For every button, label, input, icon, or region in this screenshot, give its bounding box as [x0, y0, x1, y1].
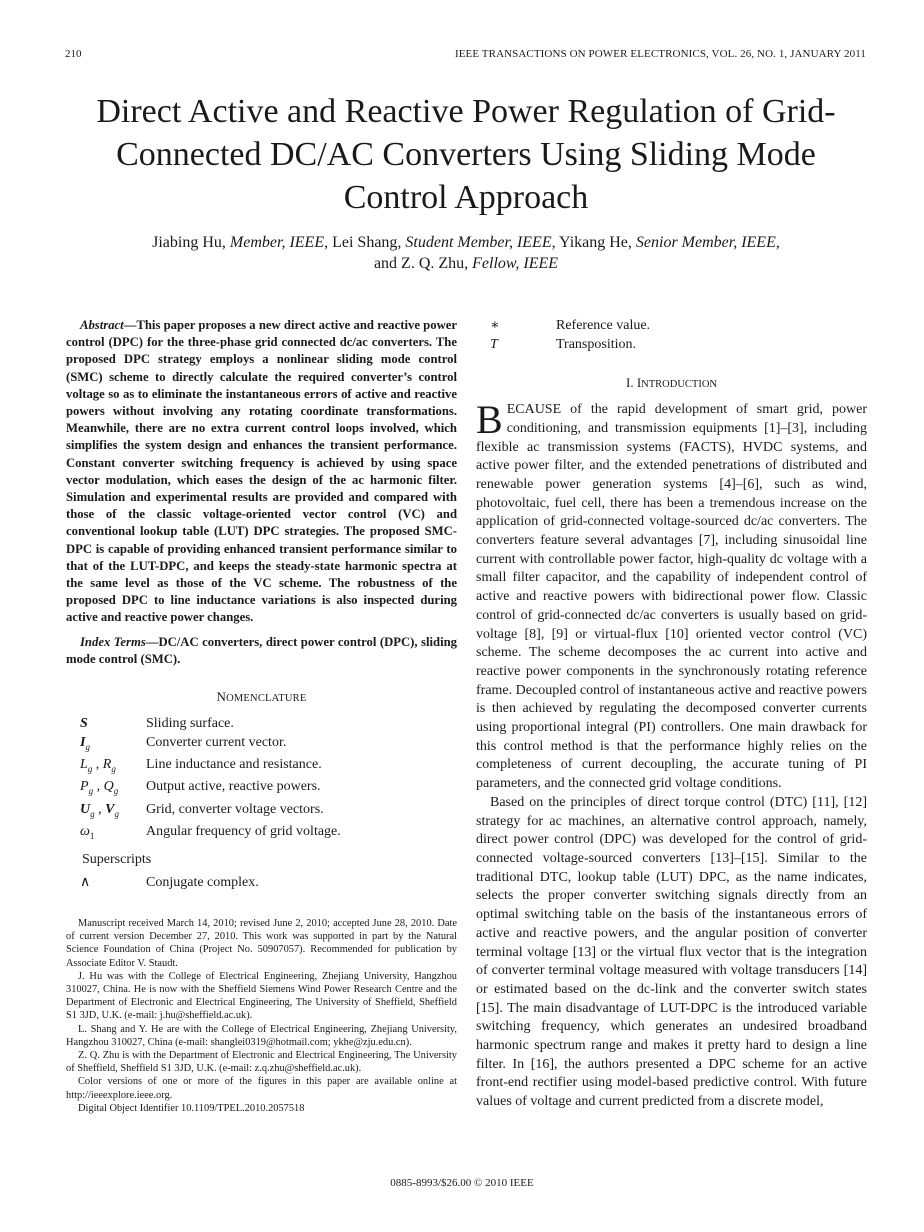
author-name: Jiabing Hu: [152, 234, 222, 251]
superscripts-heading: Superscripts: [82, 852, 152, 868]
footnote: L. Shang and Y. He are with the College of Electrical Engineering, Zhejiang University, Hangzhou 310027, China (e-mail: shanglei0319@hotmail.com; ykhe@zju.edu.cn).: [66, 1023, 457, 1048]
index-terms-text: —DC/AC converters, direct power control (DPC), sliding mode control (SMC).: [66, 634, 458, 666]
footnote: J. Hu was with the College of Electrical Engineering, Zhejiang University, Hangzhou 310027, China. He is now with the Sheffield Siemens Wind Power Research Centre and the Department of Electronic and Electrical Engineering, The University of Sheffield, Sheffield S1 3JD, U.K. (e-mail: j.hu@sheffield.ac.uk).: [66, 970, 457, 1022]
abstract: [66, 317, 457, 627]
superscript-item: ∧ Conjugate complex.: [80, 875, 259, 891]
index-terms: [66, 634, 457, 668]
journal-header: IEEE TRANSACTIONS ON POWER ELECTRONICS, VOL. 26, NO. 1, JANUARY 2011: [454, 48, 866, 60]
index-terms-label: Index Terms: [80, 634, 146, 649]
nomenclature-item: $\omega_1$ Angular frequency of grid voltage.: [80, 823, 341, 841]
left-column: [66, 317, 457, 893]
drop-cap: B: [476, 397, 503, 443]
right-column: [476, 317, 867, 1112]
nomenclature-heading: NOMENCLATURE: [216, 689, 307, 705]
author-name: and Z. Q. Zhu: [373, 255, 465, 272]
nomenclature-item: $L_g$ , $R_g$ Line inductance and resistance.: [80, 757, 322, 774]
author-name: Lei Shang: [332, 234, 398, 251]
superscript-item: ∗ Reference value.: [490, 318, 651, 333]
intro-paragraph: Based on the principles of direct torque control (DTC) [11], [12] strategy for ac machines, an alternative control approach, namely, direct power control (DPC) was developed for the control of grid-connected voltage-sourced converters [13]–[15]. Similar to the traditional DTC, lookup table (LUT) DPC, as the name indicates, selects the proper converter switching signals directly from an optimal switching table on the basis of the instantaneous errors of active and reactive powers, and the angular position of converter terminal voltage [13] or the virtual flux vector that is the integration of converter terminal voltage measured with voltage transducers [14] or estimated based on the dc-link and the converter switch states [15]. The main disadvantage of LUT-DPC is the introduced variable switching frequency, which generates an undesired broadband harmonic spectrum range and makes it pretty hard to design a line filter. In [16], the authors presented a DPC scheme for an active front-end rectifier using model-based predictive control. With future values of voltage and current predicted from a discrete model,: [476, 794, 867, 1110]
copyright-footer: 0885-8993/$26.00 © 2010 IEEE: [390, 1177, 534, 1189]
author-role: Student Member, IEEE: [405, 234, 552, 251]
nomenclature-item: $P_g$ , $Q_g$ Output active, reactive powers.: [80, 779, 321, 797]
nomenclature-item: S Sliding surface.: [80, 716, 234, 732]
author-role: Senior Member, IEEE: [635, 234, 776, 251]
author-name: Yikang He: [559, 234, 628, 251]
superscript-item: T Transposition.: [490, 336, 637, 352]
footnote: Manuscript received March 14, 2010; revised June 2, 2010; accepted June 28, 2010. Date of current version December 27, 2010. This work was supported in part by the Natural Science Foundation of China (Project No. 50907057). Recommended for publication by Associate Editor V. Staudt.: [66, 918, 457, 969]
nomenclature-item: $I_g$ Converter current vector.: [80, 734, 287, 752]
paper-title: Direct Active and Reactive Power Regulation of Grid-Connected DC/AC Converters Using Sliding Mode Control Approach: [96, 93, 836, 216]
footnotes: [66, 917, 457, 1115]
footnote: Digital Object Identifier 10.1109/TPEL.2010.2057518: [78, 1102, 305, 1114]
abstract-text: —This paper proposes a new direct active and reactive power control (DPC) for the three-phase grid connected dc/ac converters. The proposed DPC strategy employs a nonlinear sliding mode control (SMC) scheme to directly calculate the required converter’s control voltage so as to eliminate the instantaneous errors of active and reactive powers without involving any rotating coordinate transformations. Meanwhile, there are no extra current control loops involved, which simplifies the system design and enhances the transient performance. Constant converter switching frequency is achieved by using space vector modulation, which eases the design of the ac harmonic filter. Simulation and experimental results are provided and compared with those of the classic voltage-oriented vector control (VC) and conventional lookup table (LUT) DPC strategies. The proposed SMC-DPC is capable of providing enhanced transient performance similar to that of the LUT-DPC, and keeps the steady-state harmonic spectra at the same level as those of the VC scheme. The robustness of the proposed DPC to line inductance variations is also inspected during active and reactive power changes.: [66, 318, 457, 625]
author-role: Member, IEEE: [229, 234, 325, 251]
footnote: Color versions of one or more of the figures in this paper are available online at http://ieeexplore.ieee.org.: [66, 1076, 457, 1101]
introduction-heading: I. INTRODUCTION: [625, 375, 717, 391]
author-list: Jiabing Hu, Member, IEEE, Lei Shang, Student Member, IEEE, Yikang He, Senior Member, IEEE, and Z. Q. Zhu, Fellow, IEEE: [152, 234, 780, 272]
footnote: Z. Q. Zhu is with the Department of Electronic and Electrical Engineering, The University of Sheffield, Sheffield S1 3JD, U.K. (e-mail: z.q.zhu@sheffield.ac.uk).: [66, 1050, 457, 1075]
abstract-label: Abstract: [80, 318, 124, 332]
intro-paragraph: BECAUSE of the rapid development of smart grid, power conditioning, and transmission equipments [1]–[3], including flexible ac transmission systems (FACTS), HVDC systems, and active power filter, and the extended penetrations of distributed and renewable power generation systems [4]–[6], such as wind, photovoltaic, fuel cell, there has been a tremendous increase on the application of grid-connected voltage-sourced dc/ac converters. The converters feature several advantages [7], including sinusoidal line current with controllable power factor, high-quality dc voltage with a small filter capacitor, and the capability of independent control of active and reactive powers with bidirectional power flow. Classic control of grid-connected dc/ac converters is usually based on grid-voltage [8], [9] or virtual-flux [10] oriented vector control (VC) scheme. The scheme decomposes the ac current into active and reactive power components in the synchronously rotating reference frame. Decoupled control of instantaneous active and reactive powers is then achieved by regulating the decomposed converter currents using proportional integral (PI) controllers. One main drawback for this control method is that the performance highly relies on the completeness of current decoupling, the accurate tuning of PI parameters, and the connected grid voltage conditions.: [476, 397, 867, 792]
author-role: Fellow, IEEE: [472, 255, 559, 272]
nomenclature-item: $U_g$ , $V_g$ Grid, converter voltage vectors.: [80, 801, 324, 819]
page-number: 210: [65, 48, 82, 60]
